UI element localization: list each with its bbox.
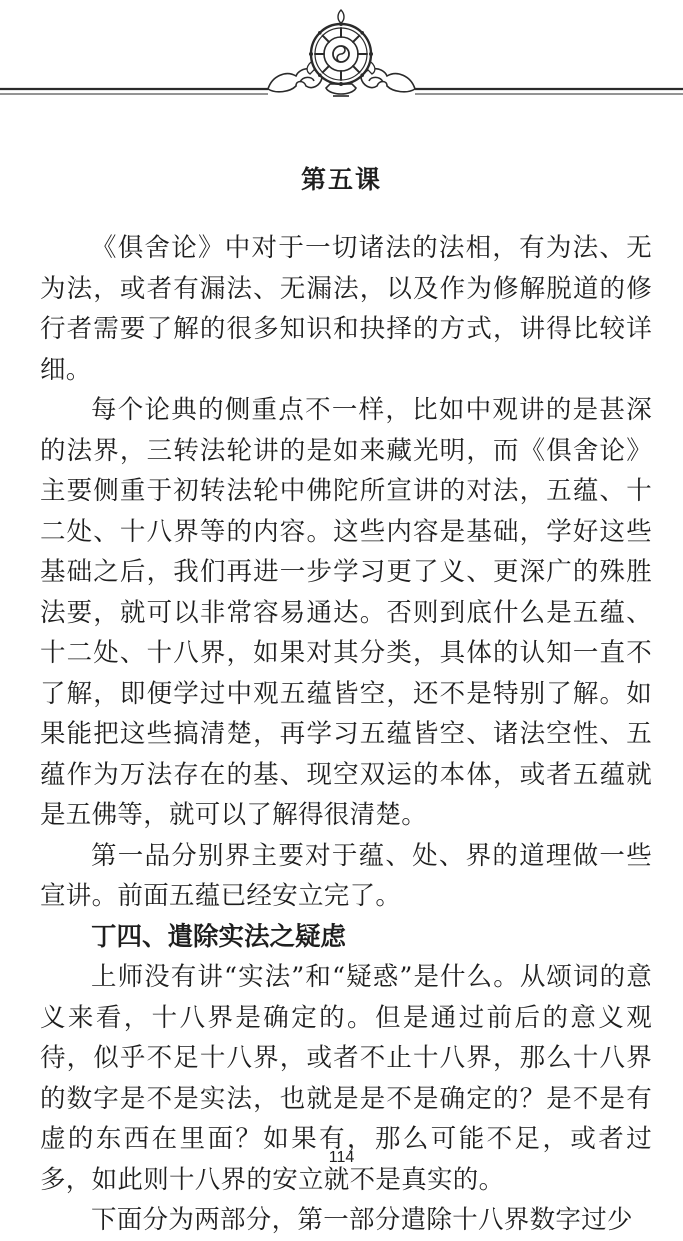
paragraph-intro: 《俱舍论》中对于一切诸法的法相，有为法、无为法，或者有漏法、无漏法，以及作为修解脱道的修行者需要了解的很多知识和抉择的方式，讲得比较详细。 — [40, 233, 652, 385]
header-ornament — [0, 0, 683, 110]
header-rule-right — [415, 89, 683, 94]
paragraph-first-chapter: 第一品分别界主要对于蕴、处、界的道理做一些宣讲。前面五蕴已经安立完了。 — [40, 840, 652, 911]
cloud-scroll-left — [268, 69, 322, 92]
paragraph-focus: 每个论典的侧重点不一样，比如中观讲的是甚深的法界，三转法轮讲的是如来藏光明，而《俱舍论》主要侧重于初转法轮中佛陀所宣讲的对法，五蕴、十二处、十八界等的内容。这些内容是基础，学好这些基础之后，我们再进一步学习更了义、更深广的殊胜法要，就可以非常容易通达。否则到底什么是五蕴、十二处、十八界，如果对其分类，具体的认知一直不了解，即便学过中观五蕴皆空，还不是特别了解。如果能把这些搞清楚，再学习五蕴皆空、诸法空性、五蕴作为万法存在的基、现空双运的本体，或者五蕴就是五佛等，就可以了解得很清楚。 — [40, 395, 652, 830]
cloud-scroll-right — [361, 69, 415, 92]
page-title: 第五课 — [300, 164, 382, 194]
body-text — [40, 228, 652, 1241]
section-heading: 丁四、遣除实法之疑虑 — [91, 921, 347, 952]
page-number: 114 — [328, 1149, 355, 1166]
paragraph-doubt: 上师没有讲“实法”和“疑惑”是什么。从颂词的意义来看，十八界是确定的。但是通过前后的意义观待，似乎不足十八界，或者不止十八界，那么十八界的数字是不是实法，也就是是不是确定的？是不是有虚的东西在里面？如果有，那么可能不足，或者过多，如此则十八界的安立就不是真实的。 — [40, 962, 652, 1195]
paragraph-parts: 下面分为两部分，第一部分遣除十八界数字过少 — [91, 1205, 633, 1235]
header-rule-left — [0, 89, 268, 94]
